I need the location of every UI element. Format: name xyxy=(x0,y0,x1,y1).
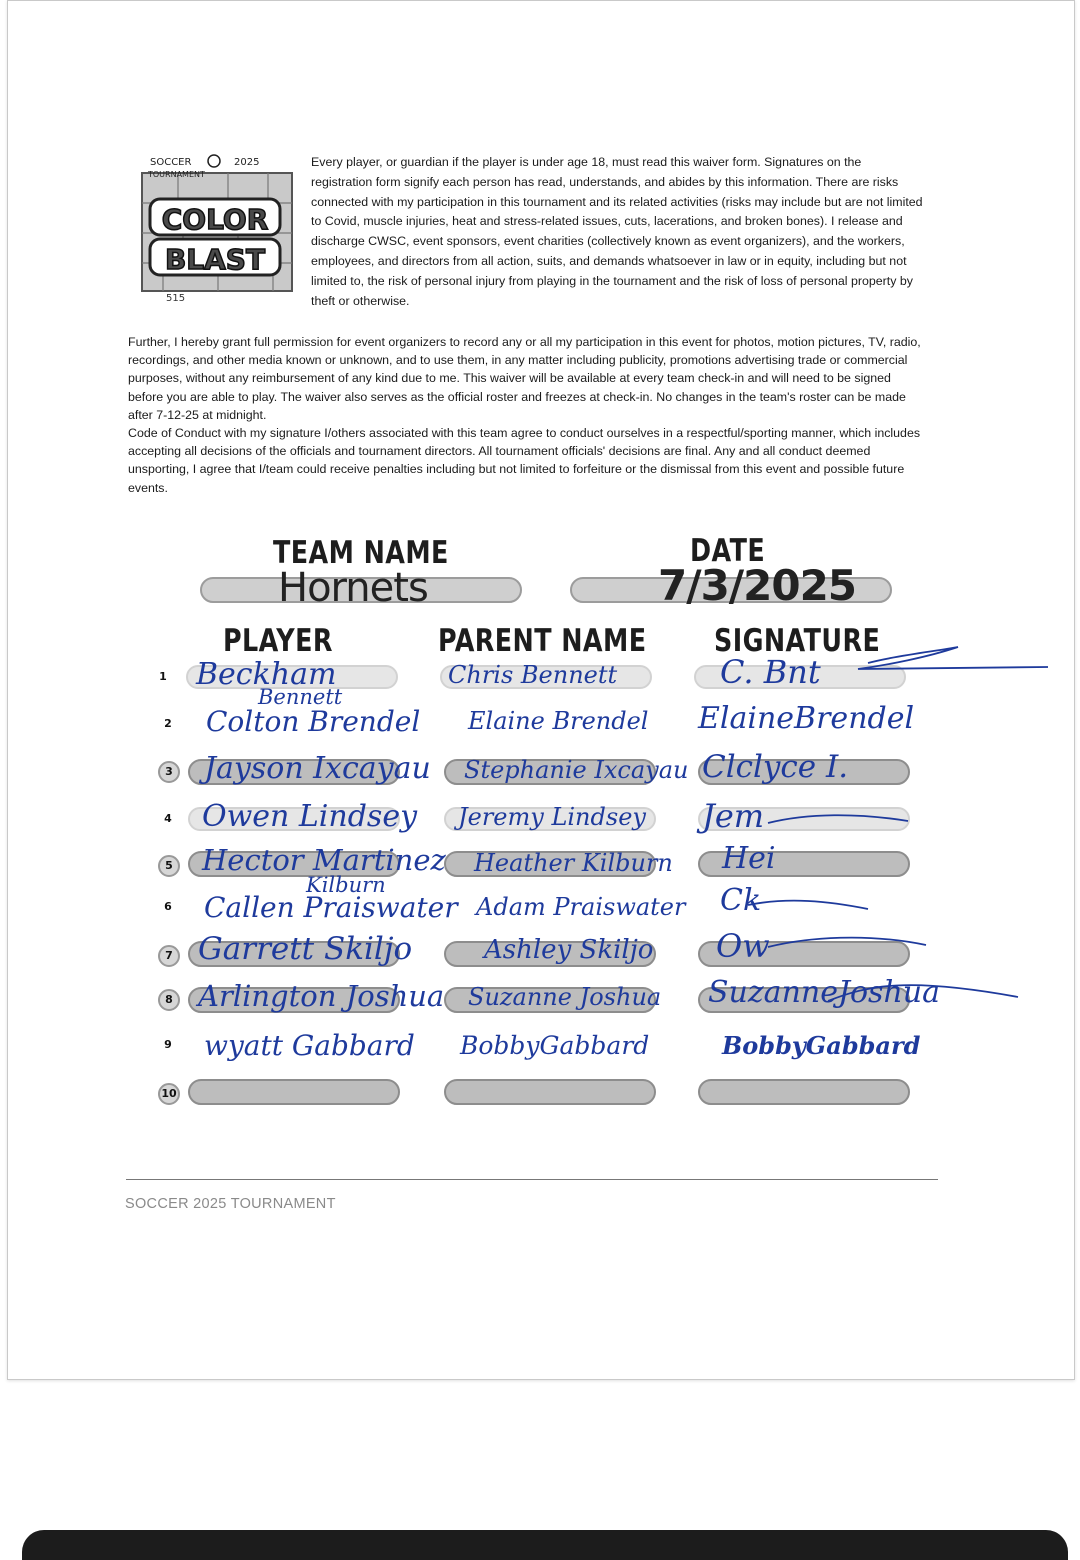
player-name: Jayson Ixcayau xyxy=(204,751,431,786)
logo-tag: 515 xyxy=(166,293,186,304)
player-name: Arlington Joshua xyxy=(198,979,445,1013)
parent-name: Elaine Brendel xyxy=(468,707,649,735)
player-name: Colton Brendel xyxy=(206,705,421,738)
row-number: 10 xyxy=(158,1083,180,1105)
signature-column-header: SIGNATURE xyxy=(714,623,881,659)
row-number: 9 xyxy=(164,1038,172,1051)
bottom-sheet-handle xyxy=(22,1530,1068,1560)
player-name: Owen Lindsey xyxy=(202,799,418,834)
footer-text: SOCCER 2025 TOURNAMENT xyxy=(125,1196,336,1212)
signature: Clclyce I. xyxy=(702,749,849,785)
parent-name: Heather Kilburn xyxy=(474,849,673,877)
logo-line2: BLAST xyxy=(164,243,266,276)
logo-line1: COLOR xyxy=(161,203,269,236)
player-column-header: PLAYER xyxy=(223,623,333,659)
player-name: Beckham xyxy=(196,657,337,692)
parent-name: Jeremy Lindsey xyxy=(458,803,646,831)
signature: Ow xyxy=(716,927,770,965)
signature: C. Bnt xyxy=(720,653,821,691)
signature: ElaineBrendel xyxy=(698,701,915,736)
logo-year: 2025 xyxy=(234,157,260,168)
waiver-conduct-text: Code of Conduct with my signature I/others associated with this team agree to conduct ourselves in a respectful/sporting manner, which includes accepting all decisions of the officials and tournament directors. All tournament officials' decisions are final. Any and all conduct deemed unsporting, I agree that I/team could receive penalties including but not limited to forfeiture or the dismissal from this event and possible future events. xyxy=(128,426,921,495)
team-name-value: Hornets xyxy=(278,565,428,611)
row-number: 1 xyxy=(159,670,167,683)
player-name: Garrett Skiljo xyxy=(198,931,413,967)
row-number: 6 xyxy=(164,900,172,913)
parent-name-column-header: PARENT NAME xyxy=(438,623,647,659)
footer-divider xyxy=(126,1179,938,1180)
parent-name: Ashley Skiljo xyxy=(484,935,654,965)
parent-name: BobbyGabbard xyxy=(460,1031,650,1060)
parent-name: Stephanie Ixcayau xyxy=(464,756,689,784)
team-name-label: TEAM NAME xyxy=(273,535,449,571)
row-number: 5 xyxy=(158,855,180,877)
date-value: 7/3/2025 xyxy=(658,561,857,610)
row-number: 7 xyxy=(158,945,180,967)
waiver-intro-text: Every player, or guardian if the player is under age 18, must read this waiver form. Signatures on the registration form signify each person has read, understands, and abides by this information. There are risks connected with my participation in this tournament and its related activities (risks may include but are not limited to Covid, muscle injuries, heat and stress-related issues, cuts, lacerations, and broken bones). I release and discharge CWSC, event sponsors, event charities (collectively known as event organizers), and the workers, employees, and directors from all action, suits, and demands whatsoever in law or in equity, including but not limited to, the risk of personal injury from playing in the tournament and the risk of loss of personal property by theft or otherwise. xyxy=(311,155,923,308)
signature-strokes xyxy=(8,1,1074,1379)
player-name: Hector Martinez xyxy=(202,843,446,877)
waiver-media-text: Further, I hereby grant full permission for event organizers to record any or all my participation in this event for photos, motion pictures, TV, radio, recordings, and other media known or unknown, and to use them, in any matter including publicity, promotions advertising trade or commercial purposes, without any reimbursement of any kind due to me. This waiver will be available at every team check-in and will need to be signed before you are able to play. The waiver also serves as the official roster and freezes at check-in. No changes in the team's roster can be made after 7-12-25 at midnight. xyxy=(128,335,921,422)
signature: Ck xyxy=(720,883,762,918)
parent-name: Chris Bennett xyxy=(448,661,618,689)
date-label: DATE xyxy=(690,533,766,569)
signature: Hei xyxy=(722,841,776,876)
signature: Jem xyxy=(702,797,765,835)
row-number: 8 xyxy=(158,989,180,1011)
signature: SuzanneJoshua xyxy=(708,975,940,1010)
parent-name: Adam Praiswater xyxy=(476,893,686,921)
row-number: 2 xyxy=(164,717,172,730)
row-number: 4 xyxy=(164,812,172,825)
player-name-note: Bennett xyxy=(258,685,343,709)
row-number: 3 xyxy=(158,761,180,783)
player-name: Callen Praiswater xyxy=(204,891,458,924)
parent-name: Suzanne Joshua xyxy=(468,983,662,1011)
signature: BobbyGabbard xyxy=(722,1031,921,1060)
waiver-page xyxy=(7,0,1075,1380)
player-name: wyatt Gabbard xyxy=(204,1029,415,1062)
logo-soccer: SOCCER xyxy=(150,157,192,168)
player-name-note: Kilburn xyxy=(306,873,386,897)
logo-tournament: TOURNAMENT xyxy=(148,170,205,179)
